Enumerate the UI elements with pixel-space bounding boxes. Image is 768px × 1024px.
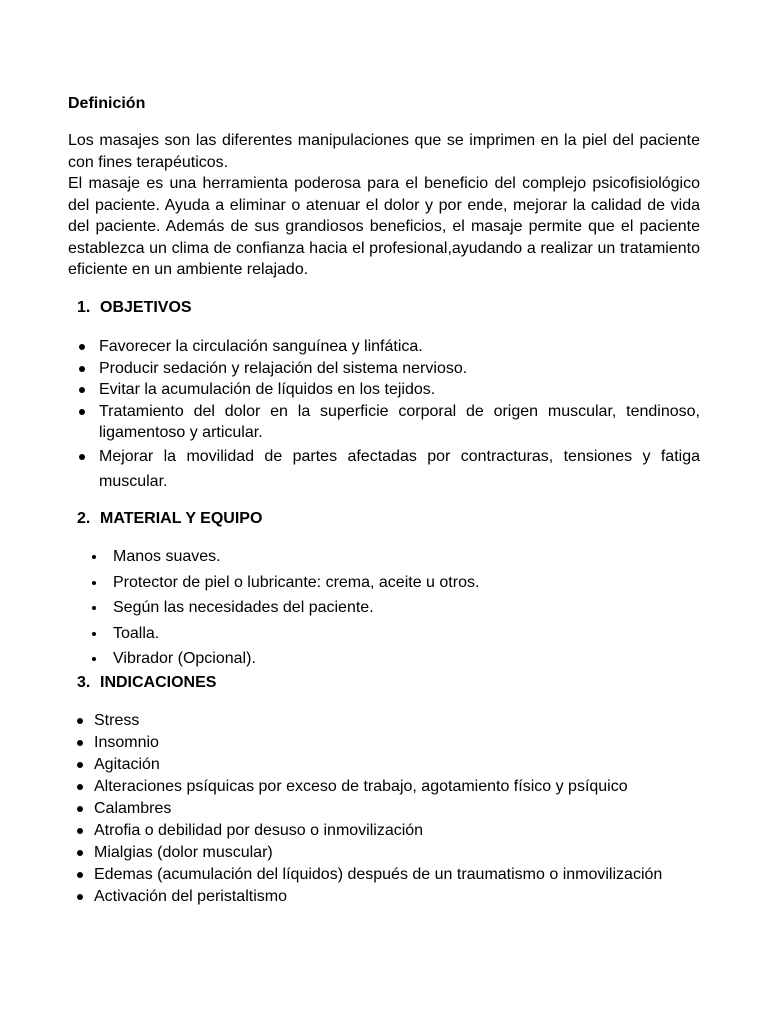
- intro-paragraph: Los masajes son las diferentes manipulaciones que se imprimen en la piel del paciente con fines terapéuticos.: [68, 132, 700, 171]
- intro-text: [68, 130, 700, 281]
- section-number: 3.: [77, 674, 91, 691]
- section-title: INDICACIONES: [100, 674, 217, 691]
- list-item: Mejorar la movilidad de partes afectadas por contracturas, tensiones y fatiga muscular.: [77, 444, 700, 494]
- list-item: Stress: [77, 710, 700, 732]
- list-item: Atrofia o debilidad por desuso o inmovilización: [77, 820, 700, 842]
- list-item: Producir sedación y relajación del sistema nervioso.: [77, 358, 700, 380]
- material-list: [90, 544, 690, 672]
- list-item: Tratamiento del dolor en la superficie corporal de origen muscular, tendinoso, ligamentoso y articular.: [77, 401, 700, 444]
- indicaciones-list: [77, 710, 700, 908]
- section-heading-objetivos: [77, 298, 192, 318]
- list-item: Evitar la acumulación de líquidos en los tejidos.: [77, 379, 700, 401]
- list-item: Favorecer la circulación sanguínea y linfática.: [77, 336, 700, 358]
- section-number: 1.: [77, 299, 91, 316]
- list-item: Manos suaves.: [90, 544, 690, 570]
- section-heading-indicaciones: [77, 673, 216, 693]
- list-item: Vibrador (Opcional).: [90, 646, 690, 672]
- section-title: OBJETIVOS: [100, 299, 192, 316]
- list-item: Alteraciones psíquicas por exceso de trabajo, agotamiento físico y psíquico: [77, 776, 700, 798]
- section-number: 2.: [77, 510, 91, 527]
- definition-title: Definición: [68, 95, 146, 112]
- list-item: Edemas (acumulación del líquidos) después de un traumatismo o inmovilización: [77, 864, 700, 886]
- list-item: Toalla.: [90, 621, 690, 647]
- list-item: Activación del peristaltismo: [77, 886, 700, 908]
- list-item: Mialgias (dolor muscular): [77, 842, 700, 864]
- intro-paragraph: El masaje es una herramienta poderosa para el beneficio del complejo psicofisiológico del paciente. Ayuda a eliminar o atenuar el dolor y por ende, mejorar la calidad de vida del paciente. Además de sus grandiosos beneficios, el masaje permite que el paciente establezca un clima de confianza hacia el profesional,ayudando a realizar un tratamiento eficiente en un ambiente relajado.: [68, 175, 700, 278]
- objetivos-list: [77, 336, 700, 494]
- list-item: Agitación: [77, 754, 700, 776]
- list-item: Insomnio: [77, 732, 700, 754]
- section-title: MATERIAL Y EQUIPO: [100, 510, 263, 527]
- section-heading-material: [77, 509, 262, 529]
- list-item: Protector de piel o lubricante: crema, aceite u otros.: [90, 570, 690, 596]
- list-item: Según las necesidades del paciente.: [90, 595, 690, 621]
- list-item: Calambres: [77, 798, 700, 820]
